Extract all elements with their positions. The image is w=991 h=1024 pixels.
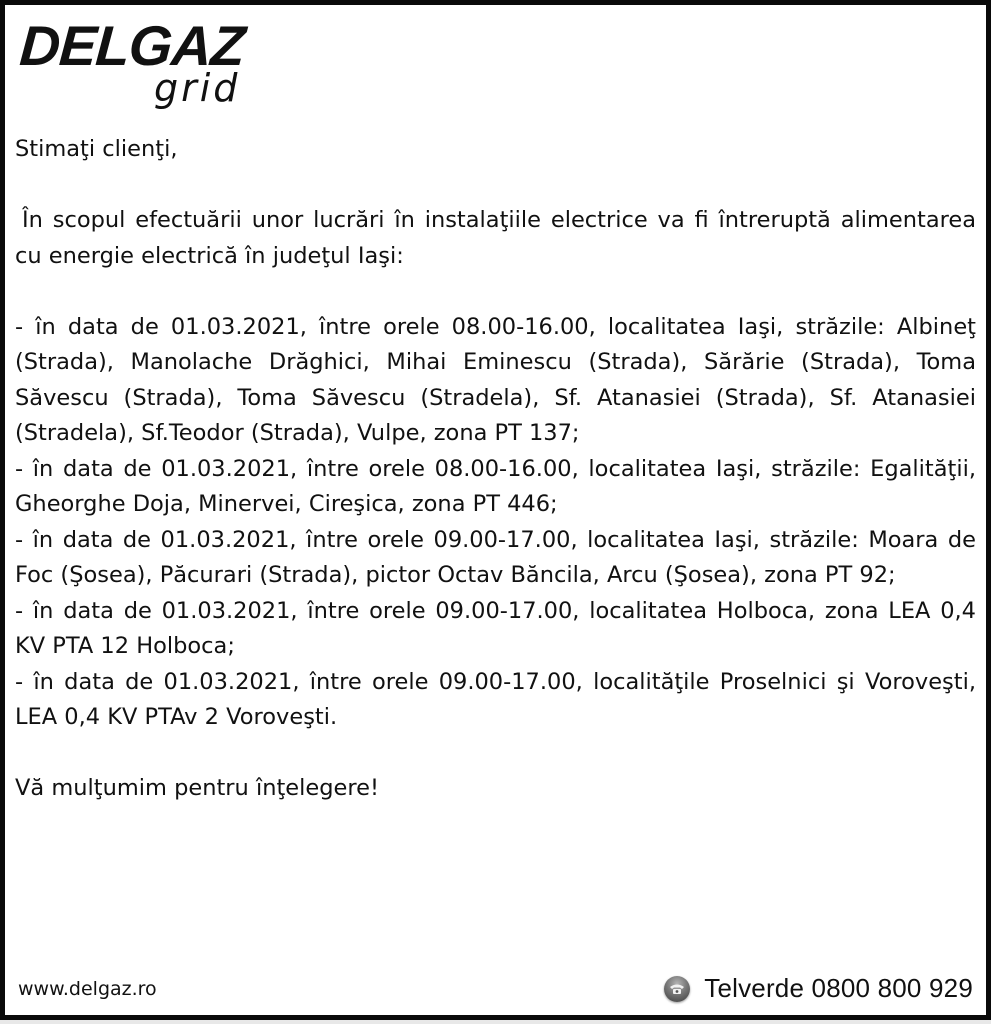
letter-body [15, 132, 976, 807]
outage-item: - în data de 01.03.2021, între orele 09.00-17.00, localitatea Iaşi, străzile: Moara de Foc (Şosea), Păcurari (Strada), pictor Octav Băncila, Arcu (Şosea), zona PT 92; [15, 526, 976, 588]
outage-item: - în data de 01.03.2021, între orele 08.00-16.00, localitatea Iaşi, străzile: Egalităţii, Gheorghe Doja, Minervei, Cireşica, zona PT 446; [15, 455, 976, 517]
logo-sub: grid [154, 66, 241, 110]
closing-line: Vă mulţumim pentru înţelegere! [15, 775, 379, 801]
phone-number: Telverde 0800 800 929 [704, 973, 973, 1003]
website-link[interactable]: www.delgaz.ro [18, 978, 157, 1000]
outage-item: - în data de 01.03.2021, între orele 08.00-16.00, localitatea Iaşi, străzile: Albineţ (Strada), Manolache Drăghici, Mihai Eminescu (Strada), Sărărie (Strada), Toma Săvescu (Strada), Toma Săvescu (Stradela), Sf. Atanasiei (Strada), Sf. Atanasiei (Stradela), Sf.Teodor (Strada), Vulpe, zona PT 137; [15, 313, 976, 446]
spacer [15, 736, 976, 772]
bottom-strip [0, 1020, 991, 1024]
delgaz-grid-logo [17, 14, 250, 110]
intro-paragraph: În scopul efectuării unor lucrări în instalaţiile electrice va fi întreruptă alimentarea cu energie electrică în judeţul Iaşi: [15, 207, 976, 269]
outage-item: - în data de 01.03.2021, între orele 09.00-17.00, localitatea Holboca, zona LEA 0,4 KV PTA 12 Holboca; [15, 597, 976, 659]
logo-brand: DELGAZ [17, 14, 247, 77]
spacer [15, 274, 976, 310]
salutation: Stimaţi clienţi, [15, 136, 178, 162]
telephone-icon [664, 976, 690, 1002]
outage-item: - în data de 01.03.2021, între orele 09.00-17.00, localităţile Proselnici şi Voroveşti, LEA 0,4 KV PTAv 2 Voroveşti. [15, 668, 976, 730]
phone-contact [664, 973, 973, 1004]
